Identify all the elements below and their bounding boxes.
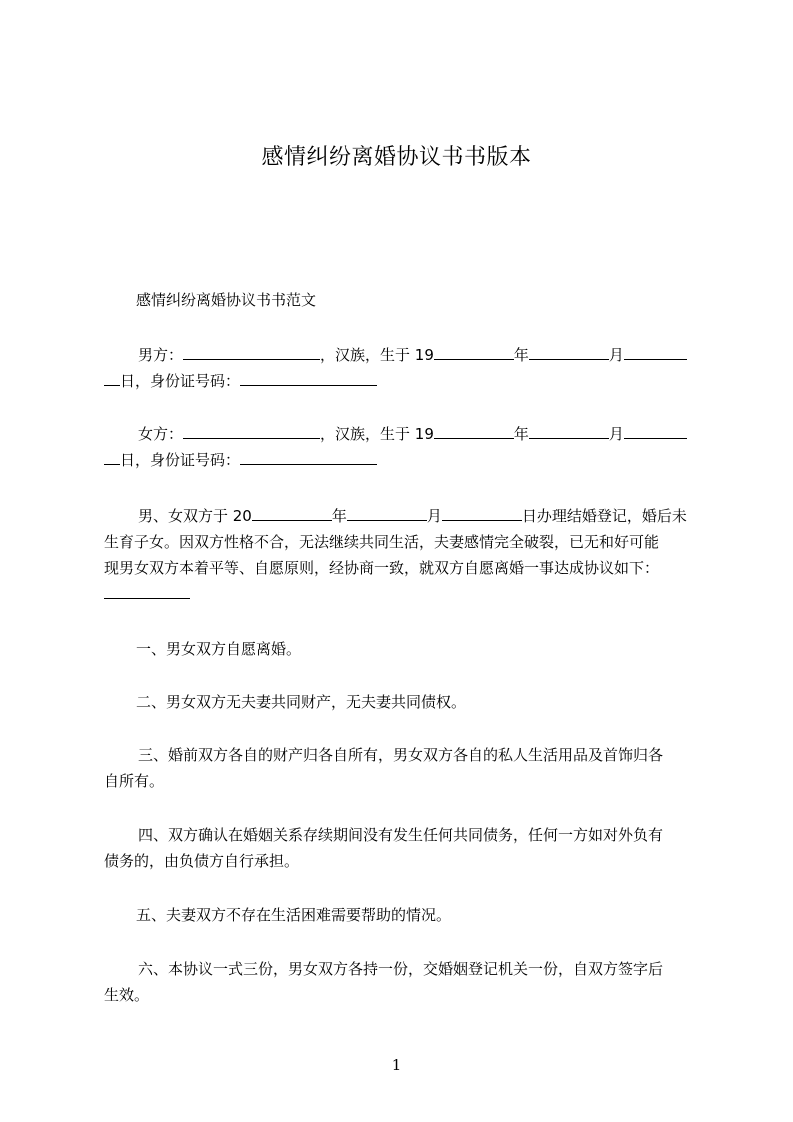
clause-1: 一、男女双方自愿离婚。	[136, 640, 302, 658]
male-day-id: 日，身份证号码：	[120, 372, 241, 390]
marriage-month: 月	[426, 507, 442, 525]
male-name-blank	[183, 344, 320, 360]
marriage-line-1	[104, 503, 738, 529]
female-day-blank-b	[104, 449, 120, 465]
clause-6-line-1: 六、本协议一式三份，男女双方各持一份，交婚姻登记机关一份，自双方签字后	[138, 960, 664, 978]
clause-4-line-2: 债务的，由负债方自行承担。	[104, 852, 300, 870]
male-id-blank	[240, 370, 377, 386]
female-name-blank	[183, 423, 320, 439]
marriage-month-blank	[347, 505, 427, 521]
female-day-id: 日，身份证号码：	[120, 451, 241, 469]
clause-6-line-2: 生效。	[104, 986, 150, 1004]
marriage-line-3: 现男女双方本着平等、自愿原则，经协商一致，就双方自愿离婚一事达成协议如下：	[104, 559, 660, 577]
male-label: 男方：	[138, 346, 184, 364]
marriage-line-2: 生育子女。因双方性格不合，无法继续共同生活，夫妻感情完全破裂，已无和好可能	[104, 533, 660, 551]
clause-3-line-1: 三、婚前双方各自的财产归各自所有，男女双方各自的私人生活用品及首饰归各	[138, 746, 664, 764]
female-label: 女方：	[138, 425, 184, 443]
marriage-rest: 日办理结婚登记，婚后未	[521, 507, 687, 525]
clause-3-line-2: 自所有。	[104, 772, 165, 790]
marriage-prefix: 男、女双方于 20	[138, 507, 252, 525]
female-ethnicity: ，汉族，生于 19	[320, 425, 434, 443]
marriage-day-blank	[442, 505, 522, 521]
female-month-blank	[529, 423, 609, 439]
clause-5: 五、夫妻双方不存在生活困难需要帮助的情况。	[136, 906, 452, 924]
female-day-blank-a	[624, 423, 687, 439]
male-month-blank	[529, 344, 609, 360]
clause-4-line-1: 四、双方确认在婚姻关系存续期间没有发生任何共同债务，任何一方如对外负有	[138, 826, 664, 844]
marriage-year-blank	[252, 505, 332, 521]
female-year: 年	[513, 425, 529, 443]
male-day-blank-a	[624, 344, 687, 360]
female-year-blank	[434, 423, 514, 439]
male-line-1	[104, 342, 738, 368]
marriage-year: 年	[331, 507, 347, 525]
female-id-blank	[240, 449, 377, 465]
marriage-trailing-blank	[104, 583, 190, 599]
male-year-blank	[434, 344, 514, 360]
male-day-blank-b	[104, 370, 120, 386]
male-line-2	[104, 368, 704, 394]
female-month: 月	[608, 425, 624, 443]
subtitle: 感情纠纷离婚协议书书范文	[136, 291, 317, 309]
male-ethnicity: ，汉族，生于 19	[320, 346, 434, 364]
female-line-1	[104, 421, 738, 447]
page-number: 1	[391, 1056, 402, 1074]
male-month: 月	[608, 346, 624, 364]
male-year: 年	[513, 346, 529, 364]
marriage-trailing-blank-row	[104, 581, 704, 607]
female-line-2	[104, 447, 704, 473]
clause-2: 二、男女双方无夫妻共同财产，无夫妻共同债权。	[136, 693, 467, 711]
document-title: 感情纠纷离婚协议书书版本	[261, 145, 532, 170]
